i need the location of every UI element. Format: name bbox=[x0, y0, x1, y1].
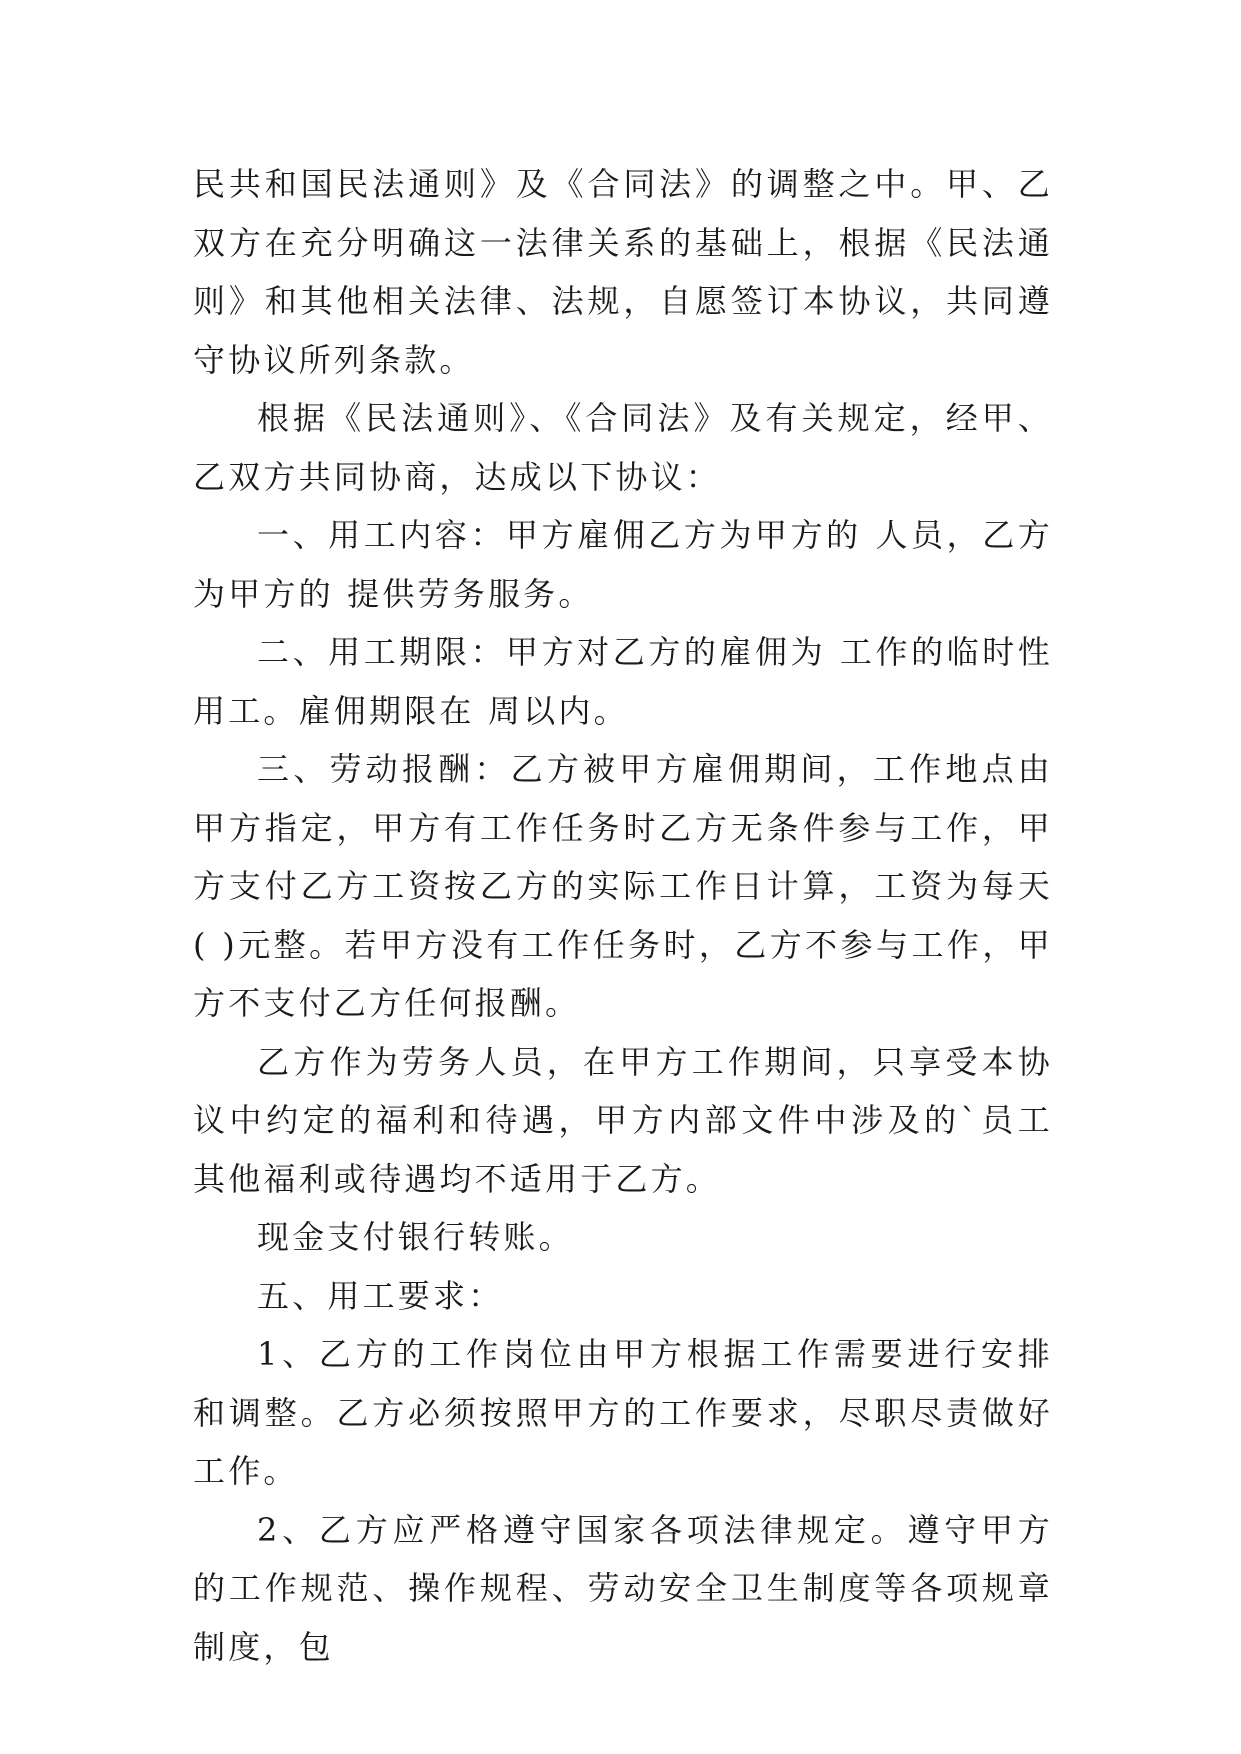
paragraph-9: 1、乙方的工作岗位由甲方根据工作需要进行安排和调整。乙方必须按照甲方的工作要求，尽职尽责做好工作。 bbox=[193, 1335, 1053, 1490]
paragraph-3: 一、用工内容：甲方雇佣乙方为甲方的 人员，乙方为甲方的 提供劳务服务。 bbox=[193, 516, 1053, 613]
document-body bbox=[193, 155, 1053, 1676]
paragraph-1: 民共和国民法通则》及《合同法》的调整之中。甲、乙双方在充分明确这一法律关系的基础上，根据《民法通则》和其他相关法律、法规，自愿签订本协议，共同遵守协议所列条款。 bbox=[193, 165, 1053, 379]
paragraph-8: 五、用工要求： bbox=[257, 1276, 504, 1315]
paragraph-7: 现金支付银行转账。 bbox=[257, 1218, 574, 1256]
paragraph-10: 2、乙方应严格遵守国家各项法律规定。遵守甲方的工作规范、操作规程、劳动安全卫生制度等各项规章制度，包 bbox=[193, 1510, 1053, 1666]
paragraph-4: 二、用工期限：甲方对乙方的雇佣为 工作的临时性用工。雇佣期限在 周以内。 bbox=[193, 633, 1053, 730]
paragraph-6: 乙方作为劳务人员，在甲方工作期间，只享受本协议中约定的福利和待遇，甲方内部文件中涉及的`员工其他福利或待遇均不适用于乙方。 bbox=[193, 1042, 1053, 1198]
paragraph-2: 根据《民法通则》、《合同法》及有关规定，经甲、乙双方共同协商，达成以下协议： bbox=[193, 399, 1053, 496]
paragraph-5: 三、劳动报酬：乙方被甲方雇佣期间，工作地点由甲方指定，甲方有工作任务时乙方无条件参与工作，甲方支付乙方工资按乙方的实际工作日计算，工资为每天( )元整。若甲方没有工作任务时，乙方不参与工作，甲方不支付乙方任何报酬。 bbox=[193, 750, 1053, 1022]
